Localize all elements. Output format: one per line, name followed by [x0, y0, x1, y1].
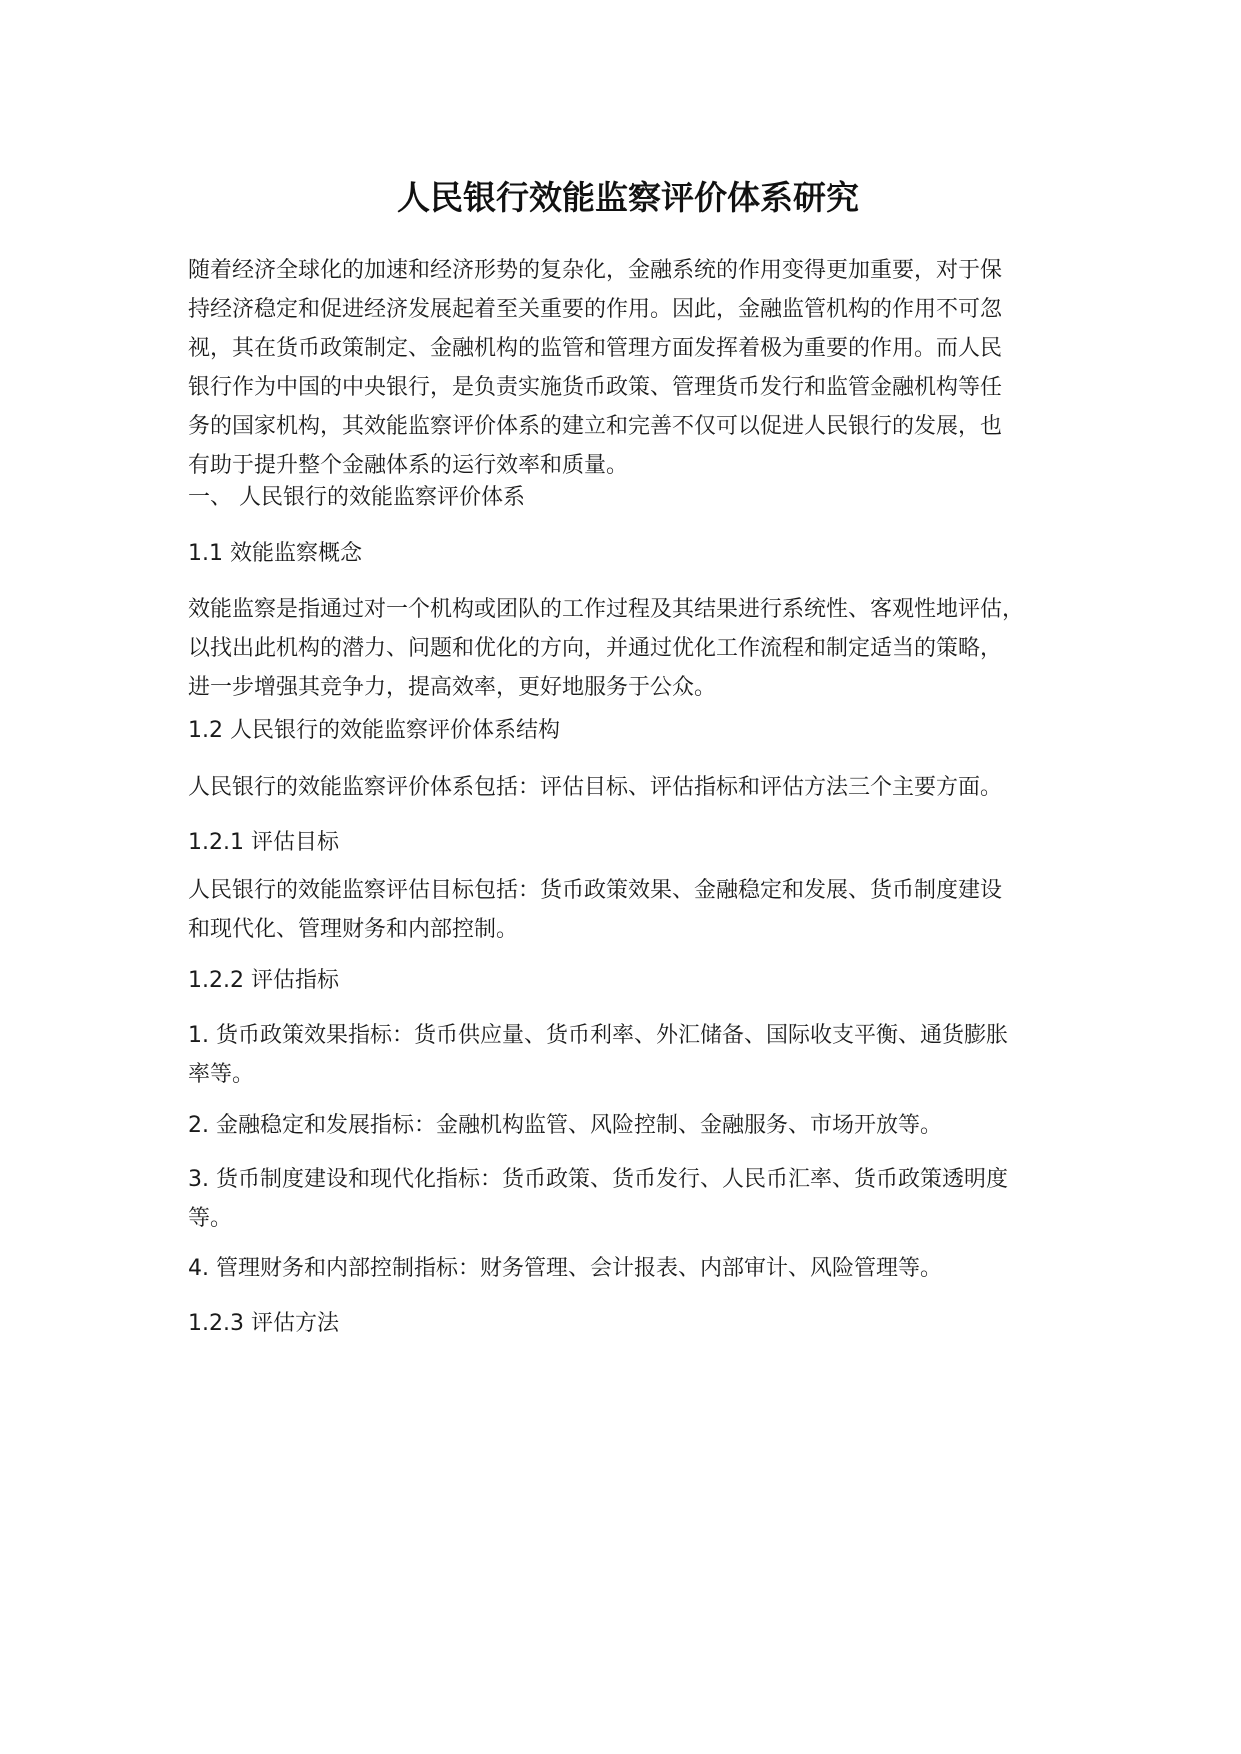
section-1-2-paragraph — [188, 768, 1068, 807]
paragraph-line: 2. 金融稳定和发展指标：金融机构监管、风险控制、金融服务、市场开放等。 — [188, 1113, 942, 1138]
section-1-heading: 一、 人民银行的效能监察评价体系 — [188, 485, 525, 510]
paragraph-line: 以找出此机构的潜力、问题和优化的方向，并通过优化工作流程和制定适当的策略， — [188, 636, 1003, 661]
indicator-2 — [188, 1106, 1068, 1145]
indicator-1 — [188, 1016, 1068, 1094]
paragraph-line: 4. 管理财务和内部控制指标：财务管理、会计报表、内部审计、风险管理等。 — [188, 1256, 942, 1281]
document-title: 人民银行效能监察评价体系研究 — [397, 178, 859, 217]
indicator-3 — [188, 1160, 1068, 1238]
section-1-2-1-paragraph — [188, 871, 1068, 949]
paragraph-line: 1. 货币政策效果指标：货币供应量、货币利率、外汇储备、国际收支平衡、通货膨胀 — [188, 1023, 1008, 1048]
paragraph-line: 等。 — [188, 1206, 233, 1231]
section-1-2-3-heading: 1.2.3 评估方法 — [188, 1311, 339, 1336]
intro-line: 务的国家机构，其效能监察评价体系的建立和完善不仅可以促进人民银行的发展，也 — [188, 414, 1003, 439]
paragraph-line: 3. 货币制度建设和现代化指标：货币政策、货币发行、人民币汇率、货币政策透明度 — [188, 1167, 1008, 1192]
paragraph-line: 效能监察是指通过对一个机构或团队的工作过程及其结果进行系统性、客观性地评估， — [188, 597, 1025, 622]
paragraph-line: 人民银行的效能监察评价体系包括：评估目标、评估指标和评估方法三个主要方面。 — [188, 775, 1003, 800]
indicator-4 — [188, 1249, 1068, 1288]
paragraph-line: 进一步增强其竞争力，提高效率，更好地服务于公众。 — [188, 675, 717, 700]
section-1-2-2-heading: 1.2.2 评估指标 — [188, 968, 339, 993]
paragraph-line: 率等。 — [188, 1062, 255, 1087]
intro-line: 随着经济全球化的加速和经济形势的复杂化，金融系统的作用变得更加重要，对于保 — [188, 258, 1003, 283]
section-1-1-paragraph — [188, 590, 1068, 707]
paragraph-line: 人民银行的效能监察评估目标包括：货币政策效果、金融稳定和发展、货币制度建设 — [188, 878, 1003, 903]
section-1-2-heading: 1.2 人民银行的效能监察评价体系结构 — [188, 718, 560, 743]
intro-line: 有助于提升整个金融体系的运行效率和质量。 — [188, 453, 629, 478]
intro-line: 银行作为中国的中央银行，是负责实施货币政策、管理货币发行和监管金融机构等任 — [188, 375, 1003, 400]
section-1-2-1-heading: 1.2.1 评估目标 — [188, 830, 339, 855]
intro-paragraph — [188, 251, 1068, 485]
intro-line: 视，其在货币政策制定、金融机构的监管和管理方面发挥着极为重要的作用。而人民 — [188, 336, 1003, 361]
paragraph-line: 和现代化、管理财务和内部控制。 — [188, 917, 519, 942]
intro-line: 持经济稳定和促进经济发展起着至关重要的作用。因此，金融监管机构的作用不可忽 — [188, 297, 1003, 322]
section-1-1-heading: 1.1 效能监察概念 — [188, 541, 362, 566]
